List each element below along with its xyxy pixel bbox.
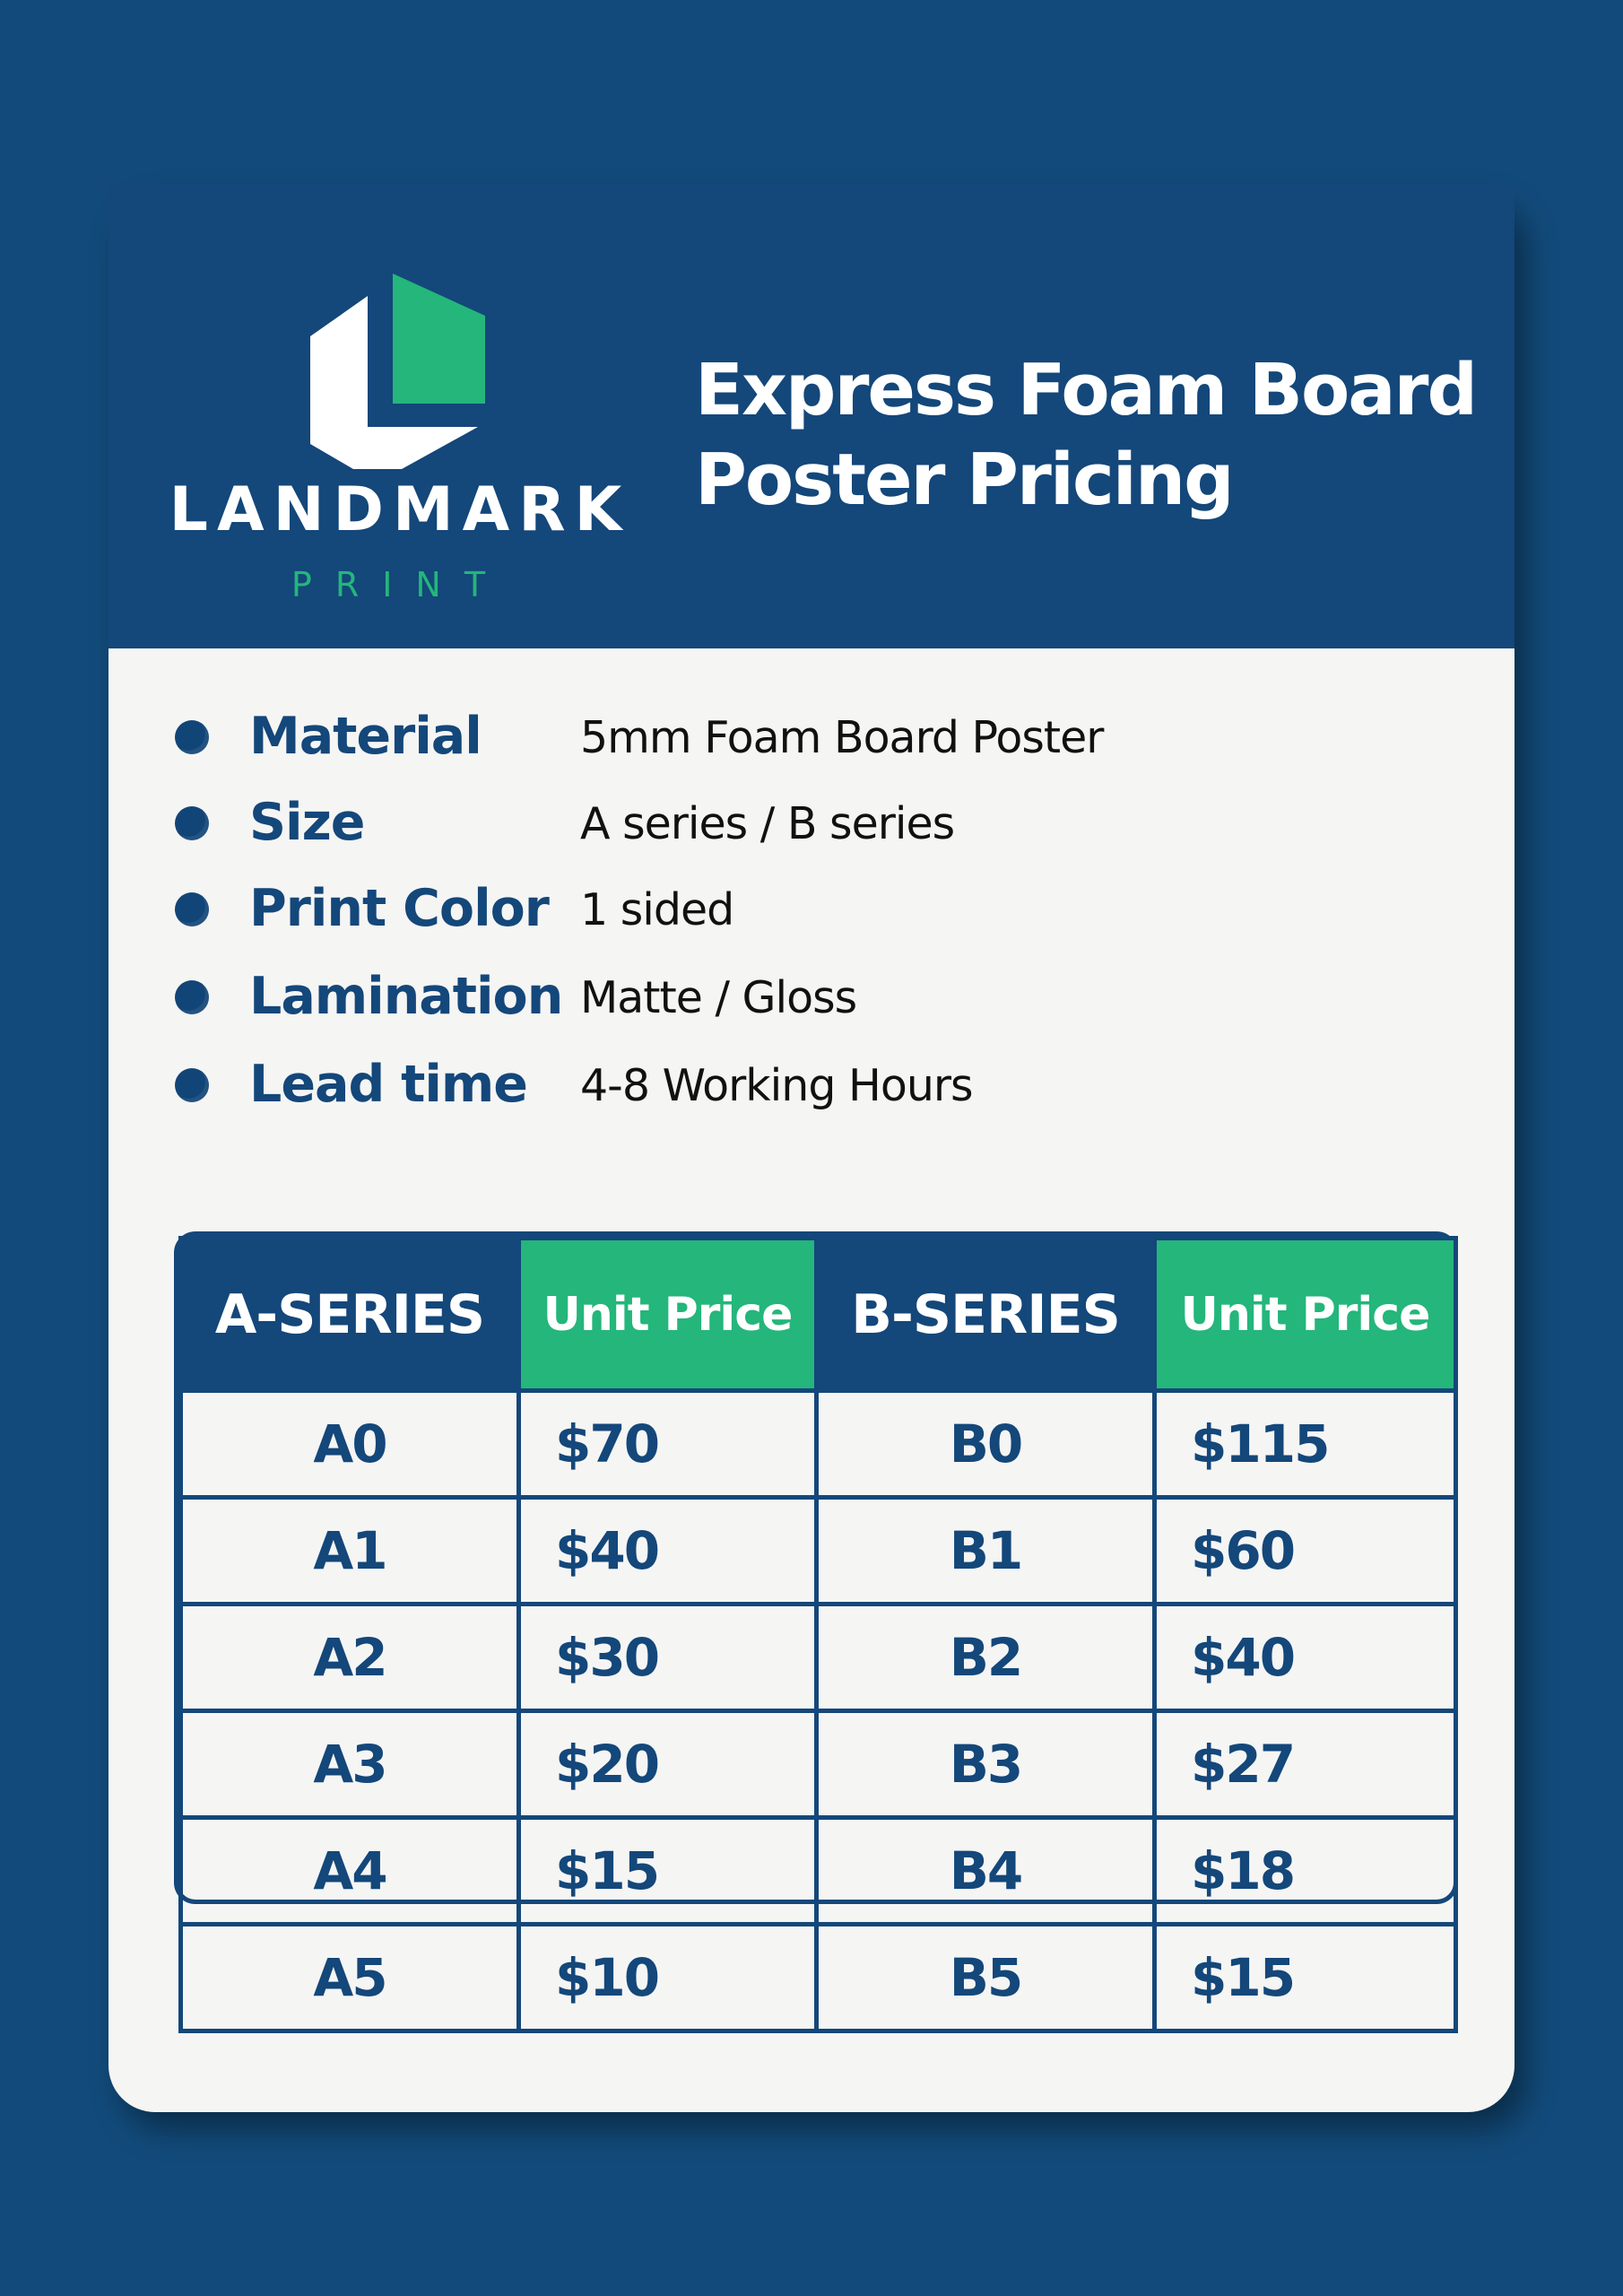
spec-row-lead-time	[108, 1041, 1515, 1127]
bullet-icon	[175, 980, 209, 1014]
a-price-cell: $30	[519, 1605, 817, 1711]
b-size-cell: B1	[817, 1498, 1155, 1605]
a-size-cell: A1	[181, 1498, 519, 1605]
spec-value: 5mm Foam Board Poster	[580, 712, 1104, 763]
page-title	[695, 345, 1484, 525]
b-price-cell: $18	[1155, 1818, 1456, 1925]
spec-value: 1 sided	[580, 884, 734, 935]
spec-row-lamination	[108, 953, 1515, 1039]
spec-label: Size	[249, 793, 365, 852]
b-series-header: B-SERIES	[817, 1239, 1155, 1391]
b-size-cell: B5	[817, 1925, 1155, 2031]
b-unit-price-header: Unit Price	[1155, 1239, 1456, 1391]
bullet-icon	[175, 720, 209, 754]
a-price-cell: $15	[519, 1818, 817, 1925]
card-header	[108, 184, 1515, 648]
b-price-cell: $115	[1155, 1391, 1456, 1498]
a-price-cell: $70	[519, 1391, 817, 1498]
price-table-container	[174, 1231, 1458, 2008]
spec-label: Lamination	[249, 967, 563, 1026]
b-size-cell: B0	[817, 1391, 1155, 1498]
b-size-cell: B3	[817, 1711, 1155, 1818]
b-size-cell: B2	[817, 1605, 1155, 1711]
table-header-row	[181, 1239, 1456, 1391]
pricing-card	[108, 184, 1515, 2112]
spec-value: A series / B series	[580, 798, 955, 849]
table-row	[181, 1605, 1456, 1711]
a-price-cell: $20	[519, 1711, 817, 1818]
b-price-cell: $15	[1155, 1925, 1456, 2031]
spec-label: Print Color	[249, 879, 549, 938]
table-row	[181, 1391, 1456, 1498]
table-row	[181, 1711, 1456, 1818]
spec-row-print-color	[108, 865, 1515, 952]
b-price-cell: $40	[1155, 1605, 1456, 1711]
spec-value: Matte / Gloss	[580, 972, 857, 1023]
a-size-cell: A4	[181, 1818, 519, 1925]
landmark-logo-icon	[310, 274, 490, 483]
a-unit-price-header: Unit Price	[519, 1239, 817, 1391]
b-price-cell: $60	[1155, 1498, 1456, 1605]
a-price-cell: $40	[519, 1498, 817, 1605]
a-series-header: A-SERIES	[181, 1239, 519, 1391]
table-row	[181, 1925, 1456, 2031]
spec-row-size	[108, 779, 1515, 865]
spec-row-material	[108, 693, 1515, 779]
brand-name: LANDMARK	[169, 474, 631, 545]
bullet-icon	[175, 1068, 209, 1102]
bullet-icon	[175, 892, 209, 926]
spec-label: Lead time	[249, 1055, 527, 1114]
a-size-cell: A5	[181, 1925, 519, 2031]
logo-green-block-shape	[393, 274, 485, 404]
spec-value: 4-8 Working Hours	[580, 1060, 973, 1111]
brand-sub: PRINT	[291, 565, 509, 604]
bullet-icon	[175, 806, 209, 840]
price-table	[178, 1236, 1458, 2033]
a-size-cell: A3	[181, 1711, 519, 1818]
b-price-cell: $27	[1155, 1711, 1456, 1818]
table-row	[181, 1498, 1456, 1605]
spec-label: Material	[249, 707, 482, 766]
a-size-cell: A0	[181, 1391, 519, 1498]
table-row	[181, 1818, 1456, 1925]
title-line-1: Express Foam Board	[695, 349, 1477, 431]
a-price-cell: $10	[519, 1925, 817, 2031]
title-line-2: Poster Pricing	[695, 439, 1233, 521]
a-size-cell: A2	[181, 1605, 519, 1711]
b-size-cell: B4	[817, 1818, 1155, 1925]
